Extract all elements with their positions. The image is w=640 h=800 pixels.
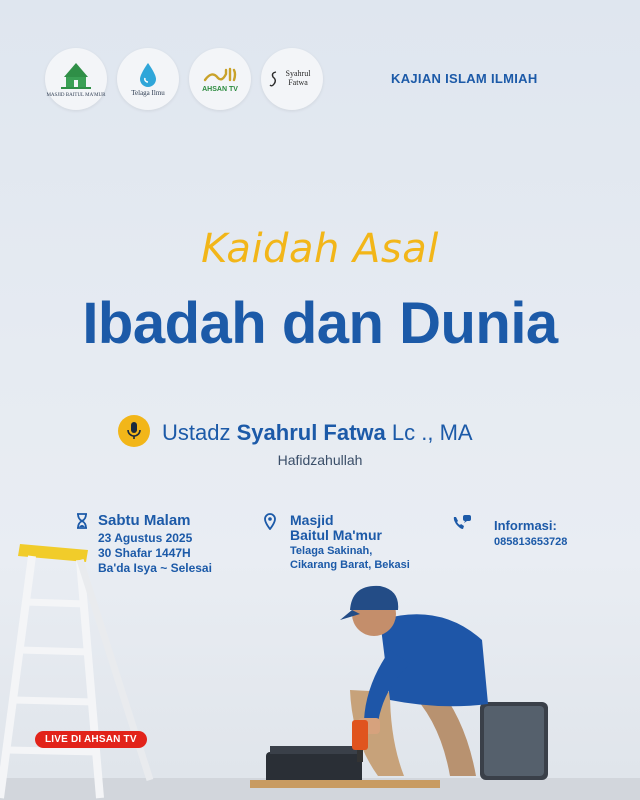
map-pin-icon xyxy=(264,513,276,530)
speaker-suffix: Lc ., MA xyxy=(391,420,473,445)
speaker-name: Syahrul Fatwa xyxy=(236,420,386,445)
phone-chat-icon xyxy=(452,514,472,532)
microphone-icon xyxy=(126,421,142,441)
contact-phone: 085813653728 xyxy=(494,536,568,548)
speaker-prefix: Ustadz xyxy=(162,420,231,445)
schedule-line: Ba'da Isya ~ Selesai xyxy=(98,561,212,575)
syahrul-fatwa-logo-label: Syahrul Fatwa xyxy=(285,69,311,87)
worker-illustration xyxy=(240,580,560,800)
ahsan-tv-logo xyxy=(189,48,251,110)
signature-icon xyxy=(269,69,279,89)
telaga-ilmu-logo xyxy=(117,48,179,110)
ahsan-calligraphy-icon xyxy=(202,66,238,84)
hourglass-icon xyxy=(76,513,88,529)
speaker-honorific: Hafidzahullah xyxy=(277,452,363,468)
telaga-ilmu-logo-label: Telaga Ilmu xyxy=(131,89,165,97)
masjid-logo xyxy=(45,48,107,110)
ladder-illustration xyxy=(0,540,160,800)
header-title: KAJIAN ISLAM ILMIAH xyxy=(391,71,538,86)
mosque-icon xyxy=(59,61,93,91)
location-heading-2: Baitul Ma'mur xyxy=(290,527,383,543)
live-badge: LIVE DI AHSAN TV xyxy=(35,731,147,748)
schedule-line: 30 Shafar 1447H xyxy=(98,546,191,560)
masjid-logo-label: MASJID BAITUL MA'MUR xyxy=(46,92,106,98)
ahsan-tv-logo-label: AHSAN TV xyxy=(202,85,238,93)
schedule-line: 23 Agustus 2025 xyxy=(98,531,193,545)
location-line: Cikarang Barat, Bekasi xyxy=(290,559,410,571)
location-heading-1: Masjid xyxy=(290,512,334,528)
location-line: Telaga Sakinah, xyxy=(290,545,373,557)
event-title: Ibadah dan Dunia xyxy=(82,291,558,356)
event-subtitle: Kaidah Asal xyxy=(201,226,439,272)
syahrul-fatwa-logo xyxy=(261,48,323,110)
microphone-badge xyxy=(118,415,150,447)
water-drop-icon xyxy=(137,61,159,87)
speaker-line xyxy=(162,420,473,446)
contact-heading: Informasi: xyxy=(494,518,557,533)
schedule-heading: Sabtu Malam xyxy=(98,512,191,529)
